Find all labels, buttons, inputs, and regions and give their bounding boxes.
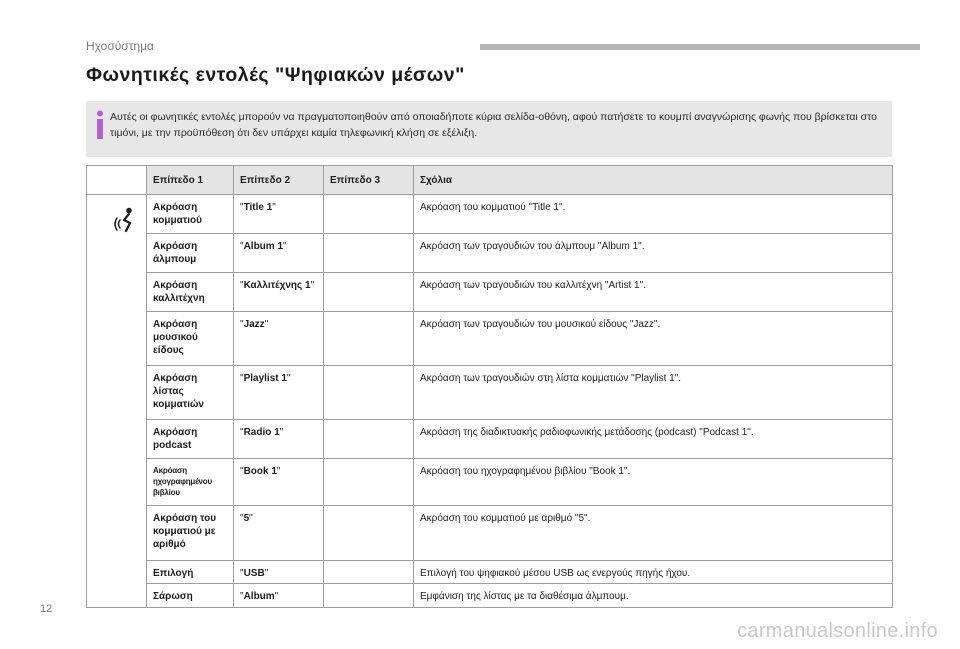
- column-header: Επίπεδο 1: [147, 166, 234, 195]
- table-row: [87, 233, 893, 272]
- level2-cell: "Title 1": [234, 195, 324, 234]
- level3-cell: [324, 195, 414, 234]
- table-row: [87, 506, 893, 560]
- header-corner: [87, 166, 147, 195]
- comment-cell: Ακρόαση των τραγουδιών του άλμπουμ "Album 1".: [414, 233, 893, 272]
- table-header-row: [87, 166, 893, 195]
- level2-keyword: Jazz: [243, 318, 265, 330]
- header-rule: [480, 44, 920, 50]
- level1-text-condensed: Ακρόαση ηχογραφημένου βιβλίου: [153, 466, 212, 498]
- level1-cell: Ακρόαση μουσικού είδους: [147, 311, 234, 365]
- table-row: [87, 584, 893, 608]
- level2-cell: "USB": [234, 560, 324, 584]
- level2-cell: "Album": [234, 584, 324, 608]
- table-row: [87, 366, 893, 420]
- level1-cell: Ακρόαση κομματιού: [147, 195, 234, 234]
- comment-cell: Επιλογή του ψηφιακού μέσου USB ως ενεργούς πηγής ήχου.: [414, 560, 893, 584]
- level1-cell: Επιλογή: [147, 560, 234, 584]
- level3-cell: [324, 506, 414, 560]
- table-row: [87, 459, 893, 506]
- level3-cell: [324, 311, 414, 365]
- table-row: [87, 272, 893, 311]
- table-row: [87, 560, 893, 584]
- comment-cell: Ακρόαση του κομματιού με αριθμό "5".: [414, 506, 893, 560]
- page-number: 12: [40, 603, 53, 615]
- column-header: Επίπεδο 2: [234, 166, 324, 195]
- level2-cell: "Album 1": [234, 233, 324, 272]
- level2-cell: "Καλλιτέχνης 1": [234, 272, 324, 311]
- level2-keyword: Playlist 1: [243, 373, 287, 385]
- icon-cell: [87, 195, 147, 608]
- level2-cell: "5": [234, 506, 324, 560]
- comment-cell: Ακρόαση των τραγουδιών στη λίστα κομματιών "Playlist 1".: [414, 366, 893, 420]
- level1-cell: Ακρόαση podcast: [147, 420, 234, 459]
- level3-cell: [324, 560, 414, 584]
- comment-cell: Ακρόαση των τραγουδιών του καλλιτέχνη "Artist 1".: [414, 272, 893, 311]
- level2-cell: "Radio 1": [234, 420, 324, 459]
- level3-cell: [324, 420, 414, 459]
- level2-cell: "Book 1": [234, 459, 324, 506]
- comment-cell: Ακρόαση του ηχογραφημένου βιβλίου "Book 1".: [414, 459, 893, 506]
- table-row: [87, 420, 893, 459]
- level2-cell: "Playlist 1": [234, 366, 324, 420]
- table-row: [87, 311, 893, 365]
- level3-cell: [324, 366, 414, 420]
- level2-keyword: Album: [243, 591, 275, 603]
- comment-cell: Εμφάνιση της λίστας με τα διαθέσιμα άλμπουμ.: [414, 584, 893, 608]
- level2-keyword: 5: [243, 513, 250, 525]
- section-label: Ηχοσύστημα: [86, 39, 154, 53]
- voice-command-icon: [114, 207, 138, 233]
- level3-cell: [324, 272, 414, 311]
- level3-cell: [324, 233, 414, 272]
- info-icon: [94, 110, 106, 140]
- level1-cell: Ακρόαση καλλιτέχνη: [147, 272, 234, 311]
- level3-cell: [324, 584, 414, 608]
- level2-keyword: Album 1: [243, 240, 284, 252]
- level2-keyword: USB: [243, 567, 265, 579]
- comment-cell: Ακρόαση των τραγουδιών του μουσικού είδους "Jazz".: [414, 311, 893, 365]
- level2-keyword: Καλλιτέχνης 1: [243, 279, 311, 291]
- level3-cell: [324, 459, 414, 506]
- column-header: Σχόλια: [414, 166, 893, 195]
- level2-keyword: Radio 1: [243, 427, 280, 439]
- table-row: [87, 195, 893, 234]
- comment-cell: Ακρόαση της διαδικτυακής ραδιοφωνικής μετάδοσης (podcast) "Podcast 1".: [414, 420, 893, 459]
- level1-cell: [147, 459, 234, 506]
- level2-cell: "Jazz": [234, 311, 324, 365]
- info-text: Αυτές οι φωνητικές εντολές μπορούν να πραγματοποιηθούν από οποιαδήποτε κύρια σελίδα-οθόνη, αφού πατήσετε το κουμπί αναγνώρισης φωνής που βρίσκεται στο τιμόνι, με την προϋπόθεση ότι δεν υπάρχει καμία τηλεφωνική κλήση σε εξέλιξη.: [110, 111, 877, 139]
- info-box: [86, 101, 892, 157]
- page-title: Φωνητικές εντολές "Ψηφιακών μέσων": [86, 64, 465, 86]
- voice-commands-table: [86, 165, 893, 608]
- level1-cell: Ακρόαση άλμπουμ: [147, 233, 234, 272]
- level2-keyword: Book 1: [243, 466, 277, 478]
- level1-cell: Ακρόαση λίστας κομματιών: [147, 366, 234, 420]
- watermark: carmanualsonline.info: [737, 620, 938, 642]
- level1-cell: Σάρωση: [147, 584, 234, 608]
- column-header: Επίπεδο 3: [324, 166, 414, 195]
- level2-keyword: Title 1: [243, 202, 273, 213]
- comment-cell: Ακρόαση του κομματιού "Title 1".: [414, 195, 893, 234]
- level1-cell: Ακρόαση του κομματιού με αριθμό: [147, 506, 234, 560]
